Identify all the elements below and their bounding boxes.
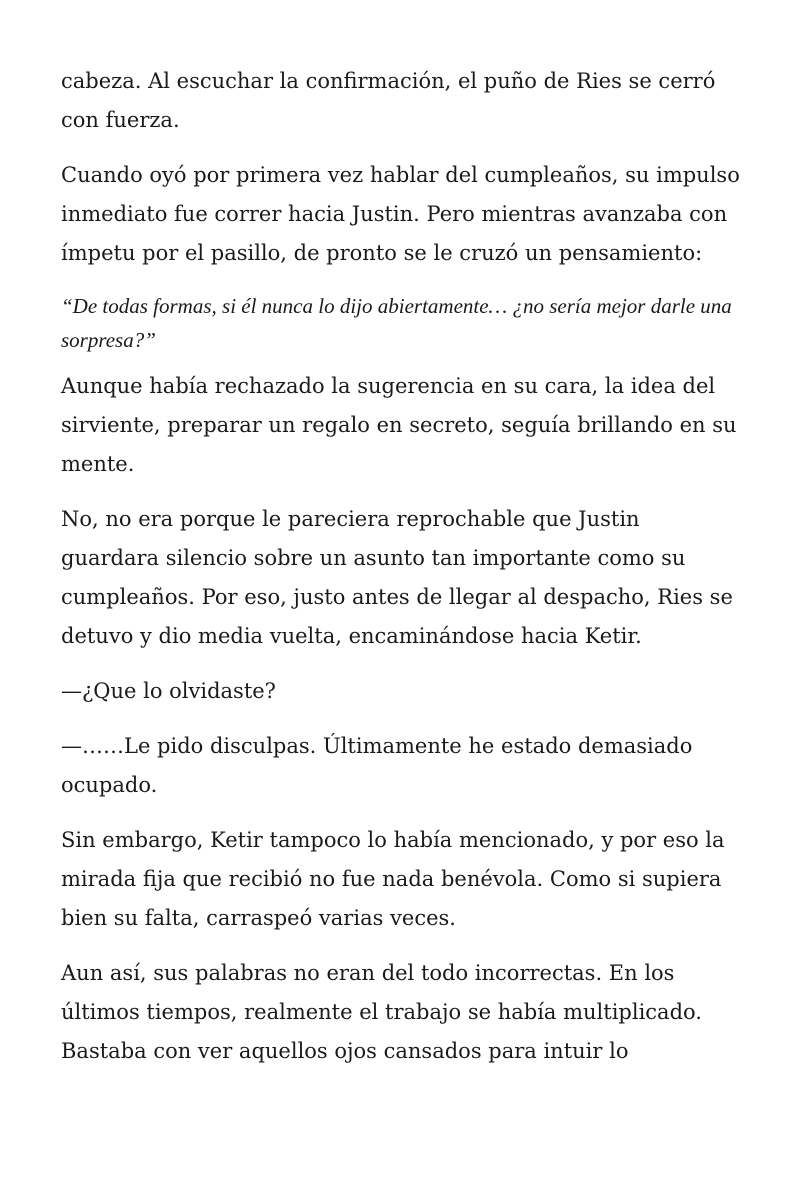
paragraph: No, no era porque le pareciera reprochable que Justin guardara silencio sobre un asunto tan importante como su cumpleaños. Por eso, justo antes de llegar al despacho, Ries se detuvo y dio media vuelta, encaminándose hacia Ketir. xyxy=(61,507,733,648)
paragraph: Sin embargo, Ketir tampoco lo había mencionado, y por eso la mirada fija que recibió no fue nada benévola. Como si supiera bien su falta, carraspeó varias veces. xyxy=(61,828,725,930)
paragraph: cabeza. Al escuchar la confirmación, el puño de Ries se cerró con fuerza. xyxy=(61,69,716,132)
document-page xyxy=(61,62,741,1087)
italic-thought-paragraph: “De todas formas, si él nunca lo dijo abiertamente… ¿no sería mejor darle una sorpresa?” xyxy=(61,294,732,352)
paragraph: Cuando oyó por primera vez hablar del cumpleaños, su impulso inmediato fue correr hacia Justin. Pero mientras avanzaba con ímpetu por el pasillo, de pronto se le cruzó un pensamiento: xyxy=(61,163,740,265)
paragraph: Aunque había rechazado la sugerencia en su cara, la idea del sirviente, preparar un regalo en secreto, seguía brillando en su mente. xyxy=(61,374,737,476)
dialogue-line: —……Le pido disculpas. Últimamente he estado demasiado ocupado. xyxy=(61,734,693,797)
dialogue-line: —¿Que lo olvidaste? xyxy=(61,679,276,703)
paragraph: Aun así, sus palabras no eran del todo incorrectas. En los últimos tiempos, realmente el trabajo se había multiplicado. Bastaba con ver aquellos ojos cansados para intuir lo xyxy=(61,961,702,1063)
